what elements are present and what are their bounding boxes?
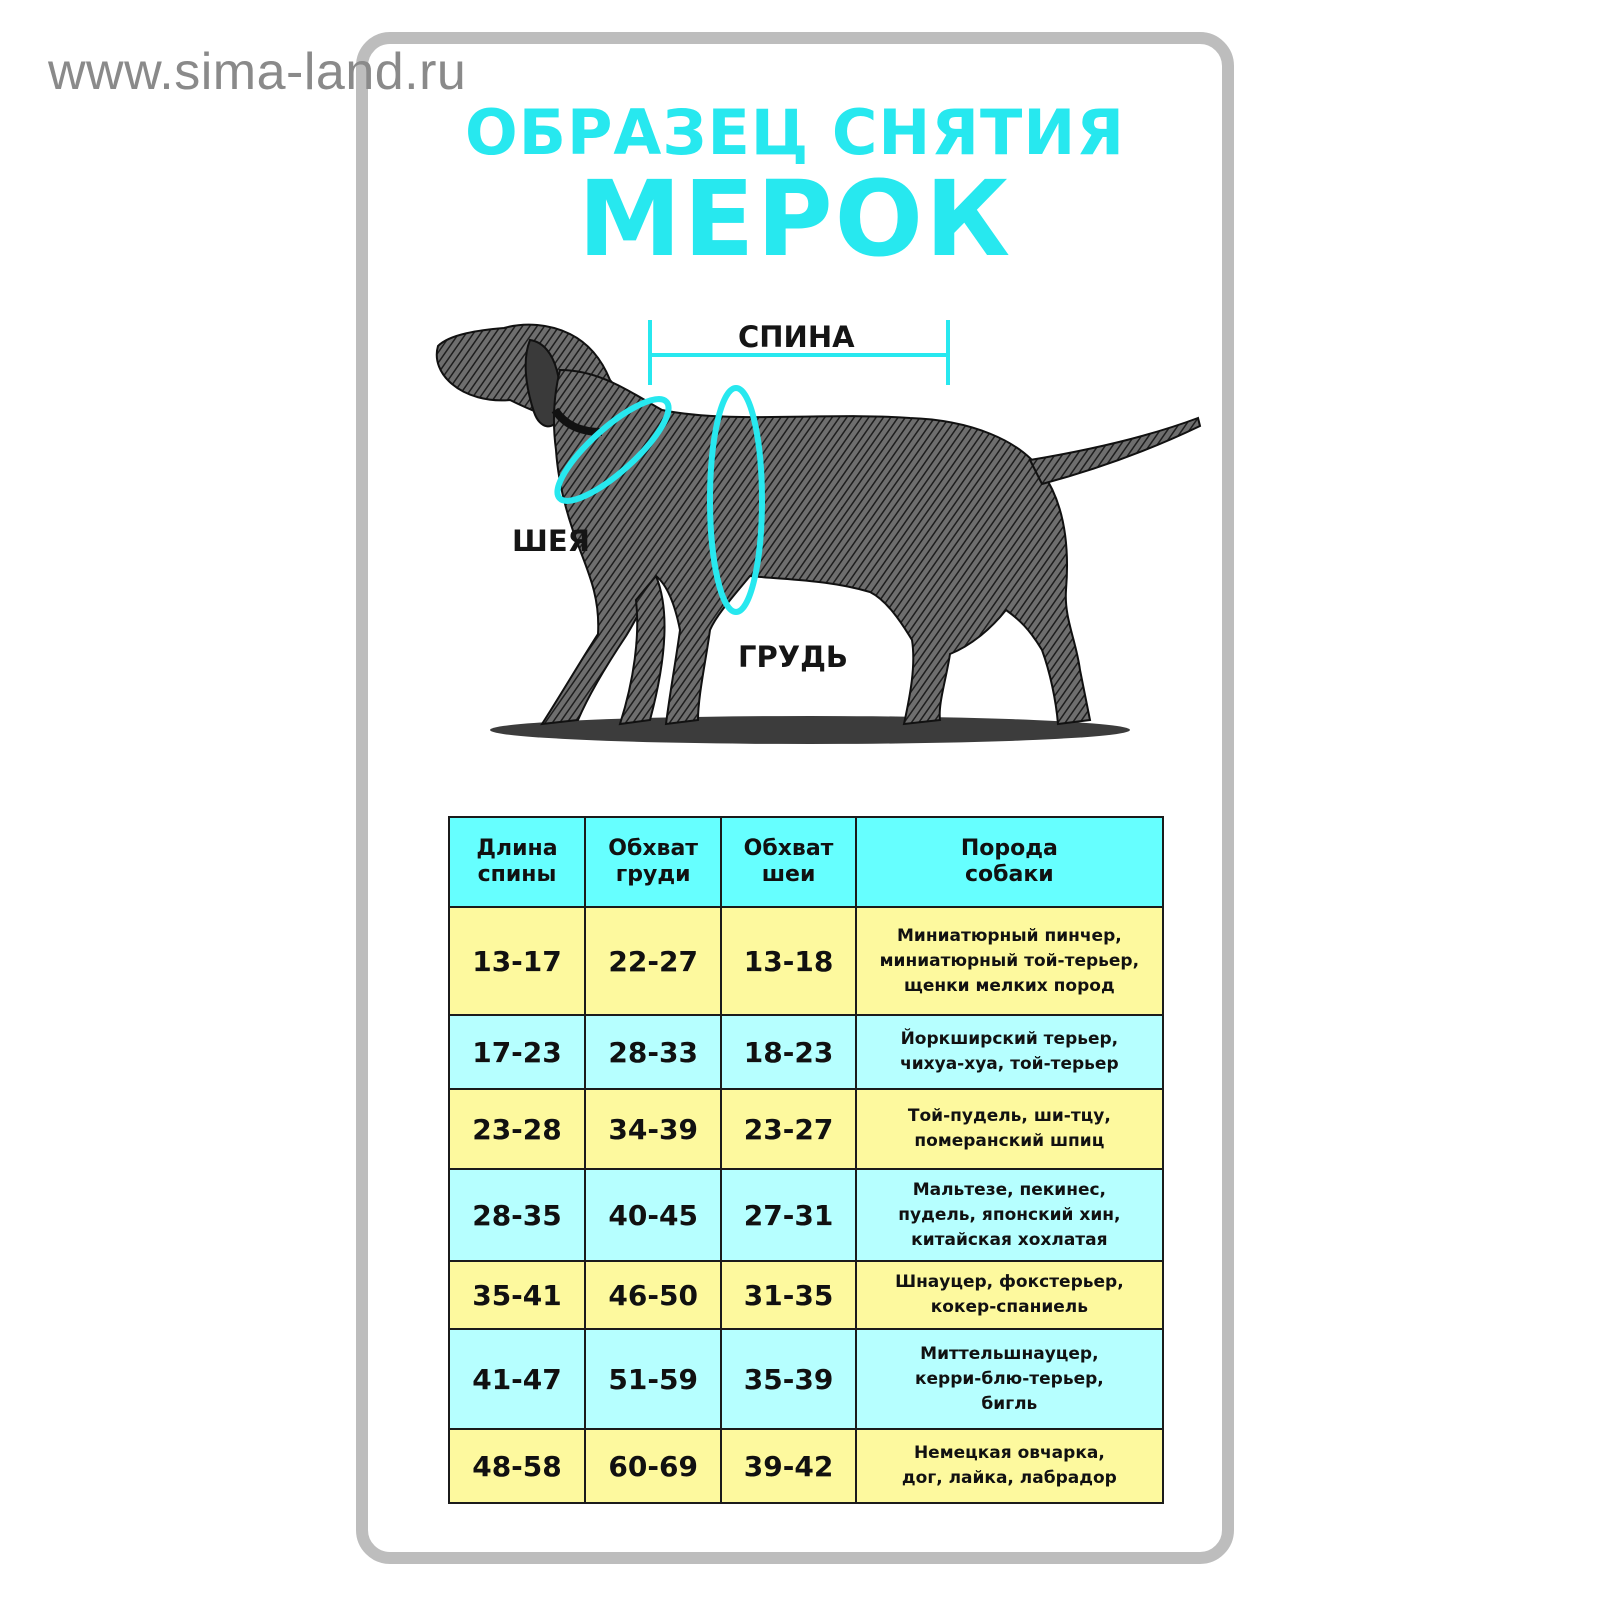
page-title-line2: МЕРОК [577,158,1013,280]
chest-girth-cell: 34-39 [585,1089,721,1169]
table-row [449,1015,1163,1089]
chest-label: ГРУДЬ [738,640,849,674]
back-length-cell: 35-41 [449,1261,585,1329]
breed-cell: Шнауцер, фокстерьер, кокер-спаниель [856,1261,1163,1329]
table-header-row [449,817,1163,907]
back-label: СПИНА [738,320,855,354]
header-chest-girth: Обхват груди [585,817,721,907]
neck-girth-cell: 27-31 [721,1169,855,1261]
breed-cell: Немецкая овчарка, дог, лайка, лабрадор [856,1429,1163,1503]
neck-girth-cell: 13-18 [721,907,855,1015]
breed-cell: Миттельшнауцер, керри-блю-терьер, бигль [856,1329,1163,1429]
back-length-cell: 48-58 [449,1429,585,1503]
table-row [449,1089,1163,1169]
table-row [449,1169,1163,1261]
chest-girth-cell: 40-45 [585,1169,721,1261]
dog-shadow [490,716,1130,744]
breed-cell: Йоркширский терьер, чихуа-хуа, той-терьер [856,1015,1163,1089]
breed-cell: Мальтезе, пекинес, пудель, японский хин, китайская хохлатая [856,1169,1163,1261]
back-length-cell: 23-28 [449,1089,585,1169]
header-neck-girth: Обхват шеи [721,817,855,907]
header-breed: Порода собаки [856,817,1163,907]
table-row [449,907,1163,1015]
chest-girth-cell: 60-69 [585,1429,721,1503]
back-length-cell: 13-17 [449,907,585,1015]
neck-girth-cell: 35-39 [721,1329,855,1429]
neck-girth-cell: 31-35 [721,1261,855,1329]
table-row [449,1261,1163,1329]
size-table [448,816,1164,1504]
watermark: www.sima-land.ru [48,43,467,101]
neck-girth-cell: 18-23 [721,1015,855,1089]
chest-girth-cell: 22-27 [585,907,721,1015]
neck-label: ШЕЯ [512,524,590,558]
back-length-cell: 17-23 [449,1015,585,1089]
page-title-line1: ОБРАЗЕЦ СНЯТИЯ [465,96,1125,169]
neck-girth-cell: 23-27 [721,1089,855,1169]
breed-cell: Той-пудель, ши-тцу, померанский шпиц [856,1089,1163,1169]
header-back-length: Длина спины [449,817,585,907]
neck-girth-cell: 39-42 [721,1429,855,1503]
back-length-cell: 28-35 [449,1169,585,1261]
table-row [449,1429,1163,1503]
chest-girth-cell: 28-33 [585,1015,721,1089]
table-row [449,1329,1163,1429]
back-length-cell: 41-47 [449,1329,585,1429]
chest-girth-cell: 46-50 [585,1261,721,1329]
chest-girth-cell: 51-59 [585,1329,721,1429]
breed-cell: Миниатюрный пинчер, миниатюрный той-терьер, щенки мелких пород [856,907,1163,1015]
